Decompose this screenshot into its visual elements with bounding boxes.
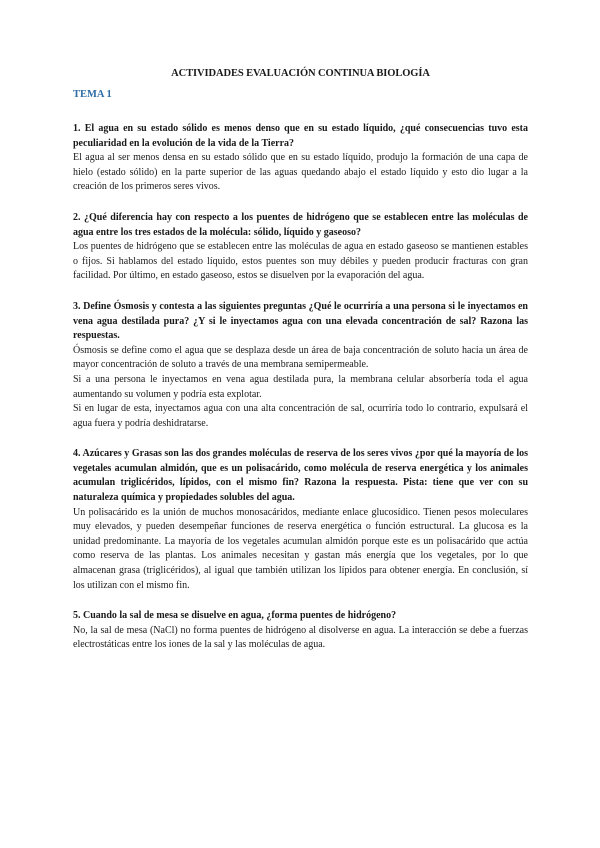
document-page [73,68,528,653]
question-2: 2. ¿Qué diferencia hay con respecto a los puentes de hidrógeno que se establecen entre las moléculas de agua entre los tres estados de la molécula: sólido, líquido y gaseoso? [73,211,528,238]
answer-3-paragraph-3: Si en lugar de esta, inyectamos agua con una alta concentración de sal, ocurriría todo lo contrario, expulsará el agua fuera y podría deshidratarse. [73,403,528,429]
tema-heading: TEMA 1 [73,89,112,100]
answer-3-paragraph-2: Si a una persona le inyectamos en vena agua destilada pura, la membrana celular absorbería toda el agua aumentando su volumen y podría esta explotar. [73,373,528,400]
section-5 [73,609,528,653]
question-5: 5. Cuando la sal de mesa se disuelve en agua, ¿forma puentes de hidrógeno? [73,610,397,622]
question-3: 3. Define Ósmosis y contesta a las siguientes preguntas ¿Qué le ocurriría a una persona si le inyectamos en vena agua destilada pura? ¿Y si le inyectamos agua con una elevada concentración de sal? Razona las respuestas. [73,300,528,342]
answer-1: El agua al ser menos densa en su estado sólido que en su estado líquido, produjo la formación de una capa de hielo (estado sólido) en la parte superior de las aguas quedando abajo el estado líquido y esto dio lugar a la creación de los primeros seres vivos. [73,152,528,193]
section-2 [73,211,528,284]
section-4 [73,447,528,593]
question-1: 1. El agua en su estado sólido es menos denso que en su estado líquido, ¿qué consecuencias tuvo esta peculiaridad en la evolución de la vida de la Tierra? [73,123,528,149]
answer-5: No, la sal de mesa (NaCl) no forma puentes de hidrógeno al disolverse en agua. La interacción se debe a fuerzas electrostáticas entre los iones de la sal y las moléculas de agua. [73,624,528,651]
section-3 [73,300,528,431]
answer-3-paragraph-1: Ósmosis se define como el agua que se desplaza desde un área de baja concentración de soluto hacia un área de mayor concentración de soluto a través de una membrana semipermeable. [73,344,528,371]
answer-4: Un polisacárido es la unión de muchos monosacáridos, mediante enlace glucosídico. Tienen pesos moleculares muy elevados, y pueden desempeñar funciones de reserva energética o función estructural. La glucosa es la unidad predominante. La mayoría de los vegetales acumulan almidón porque este es un polisacárido que actúa como reserva de las plantas. Los animales necesitan y gastan más energía que los vegetales, por lo que almacenan grasa (triglicéridos), al igual que también utilizan los lípidos para obtener energía. En conclusión, sí los utilizan con el mismo fin. [73,506,528,591]
answer-2: Los puentes de hidrógeno que se establecen entre las moléculas de agua en estado gaseoso se mantienen estables o fijos. Si hablamos del estado líquido, estos puentes son muy débiles y pueden producir fracturas con gran facilidad. Por último, en estado gaseoso, estos se disuelven por la evaporación del agua. [73,241,528,282]
document-title: ACTIVIDADES EVALUACIÓN CONTINUA BIOLOGÍA [171,68,430,79]
question-4: 4. Azúcares y Grasas son las dos grandes moléculas de reserva de los seres vivos ¿por qué la mayoría de los vegetales acumulan almidón, que es un polisacárido, como molécula de reserva energética y los animales acumulan triglicéridos, lípidos, con el mismo fin? Razona la respuesta. Pista: tiene que ver con su naturaleza química y propiedades solubles del agua. [73,448,528,504]
section-1 [73,122,528,195]
